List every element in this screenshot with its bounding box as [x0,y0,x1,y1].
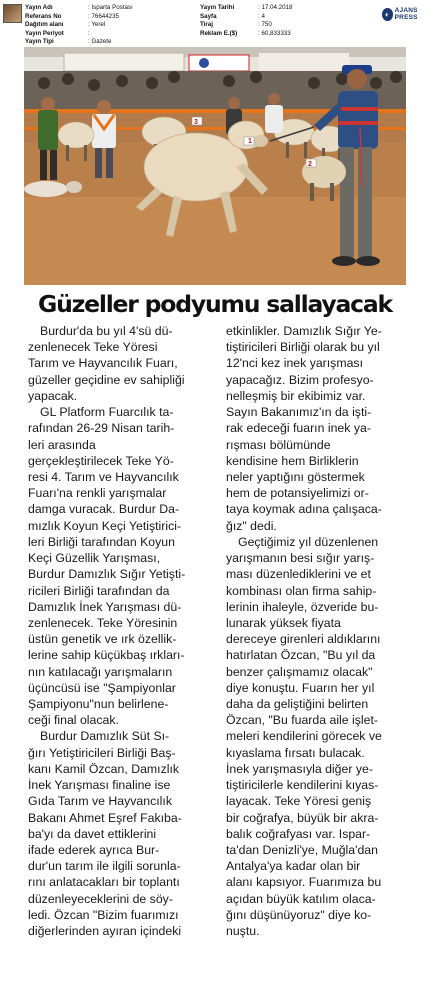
meta-row [200,4,292,13]
meta-value: : 4 [258,12,265,20]
article-line: leri arasında [28,437,96,452]
article-line: rını anlatacakları bir toplantı [28,875,180,890]
article-line: Geçtiğimiz yıl düzenlenen [238,534,379,549]
meta-label: Yayın Tarihi [200,4,235,11]
article-line: hem de potansiyelimizi or- [226,486,369,501]
publication-meta-right [200,4,292,38]
article-line: leri Birliği tarafından Koyun [28,534,175,549]
article-line: Gıda Tarım ve Hayvancılık [28,794,172,809]
article-line: dur'un tarım ile ilgili sorunla- [28,859,181,874]
article-line: ğını düşünüyoruz" diye ko- [226,907,372,922]
article-line: ifade ederek ayrıca Bur- [28,843,160,857]
article-line: İnek yarışmasıyla diğer ye- [226,761,373,776]
meta-label: Tiraj [200,21,213,29]
meta-label: Yayın Periyot [25,29,64,37]
article-line: Tarım ve Hayvancılık Fuarı, [28,356,178,371]
article-line: nuştu. [226,924,260,939]
agency-brand [382,7,434,21]
article-line: ması düzenlediklerini ve et [226,567,371,582]
article-line: yarışmanın besi sığır yarış- [226,551,375,566]
article-line: üçüncüsü ise "Şampiyonlar [28,680,176,695]
meta-row [200,30,292,39]
article-line: Fuarı'na renkli yarışmalar [28,486,167,501]
agency-name: AJANS PRESS [394,7,418,21]
meta-value: : 17.04.2018 [258,4,293,11]
sheep-tag-2: 2 [308,161,312,168]
article-line: resi 4. Tarım ve Hayvancılık [28,469,179,484]
article-line: meleri kendilerini görecek ve [226,729,382,744]
article-line: balık coğrafyası var. Ispar- [226,826,371,841]
article-line: düzenleyeceklerini de söy- [28,891,173,906]
article-line: İnek Yarışması finaline ise [28,778,171,793]
article-line: diğerlerinden ayıran içindeki [28,924,182,939]
clipping-header [0,0,434,46]
article-line: güzeller geçidine ev sahipliği [28,372,185,387]
article-line: ba'yı da davet ettiklerini [28,826,157,841]
meta-value: : Isparta Postası [88,4,133,11]
article-line: rak edeceği fuarın inek ya- [226,421,371,436]
sheep-tag-3: 3 [194,119,198,126]
meta-value: : [88,29,90,37]
article-line: kendisine hem Birliklerin [226,453,359,468]
article-line: kanı Kamil Özcan, Damızlık [28,761,180,776]
article-line: layacak. Teke Yöresi geniş [226,794,372,809]
article-line: GL Platform Fuarcılık ta- [40,405,174,420]
article-line: ta'dan Denizli'ye, Muğla'dan [226,843,378,857]
article-line: lunarak yüksek fiyata [226,615,341,630]
article-line: bir coğrafya, büyük bir akra- [226,810,379,825]
article-line: mızlık Koyun Keçi Yetiştirici- [28,518,182,533]
article-line: Bakanı Ahmet Eşref Fakıba- [28,810,182,825]
article-line: damga vuracak. Burdur Da- [28,502,180,517]
publication-meta-left [25,4,133,47]
meta-row [25,21,133,30]
article-line: lerine sahip küçükbaş ırkları- [28,648,185,663]
meta-row [25,13,133,22]
meta-label: Yayın Adı [25,4,53,11]
article-line: lerinin ihaleyle, özveride bu- [226,599,379,614]
article-column-right [226,323,416,939]
article-photo [24,47,406,285]
article-line: rışması bölümünde [226,437,331,452]
article-line: ledi. Özcan "Bizim fuarımızı [28,907,179,922]
article-line: gerçekleştirilecek Teke Yö- [28,453,174,468]
sheep-show-photo [24,47,406,285]
article-line: Antalya'ya kadar olan bir [226,859,361,874]
sheep-tag-1: 1 [248,138,252,145]
meta-row [200,13,292,22]
article-line: zenlenecek. Teke Yöresinin [28,615,178,630]
meta-value: : 76644235 [88,12,119,20]
meta-label: Sayfa [200,12,217,20]
article-line: nın katılacağı yarışmaların [28,664,173,679]
article-line: açıdan büyük katılım olaca- [226,891,376,906]
article-line: ceği final olacak. [28,713,119,728]
article-line: kıyaslama fırsatı bulacak. [226,745,365,760]
article-line: diye konuştu. Fuarın her yıl [226,680,375,695]
meta-label: Referans No [25,12,62,20]
meta-value: : Gazete [88,38,112,46]
article-line: üstün genetik ve ırk özellik- [28,632,177,647]
article-line: Keçi Güzellik Yarışması, [28,551,161,566]
meta-value: : 60,833333 [258,29,291,37]
article-headline: Güzeller podyumu sallayacak [38,290,392,318]
meta-value: : Yerel [88,21,106,29]
article-line: ricileri Birliği tarafından da [28,583,170,598]
article-line: Damızlık İnek Yarışması dü- [28,599,182,614]
meta-row [25,38,133,47]
article-line: tiştiricileri Birliği olarak bu yıl [226,340,380,355]
article-line: tiştiricilerle kendilerini kıyas- [226,778,379,793]
newspaper-logo-icon [3,4,22,23]
meta-row [200,21,292,30]
article-line: neler yaptığını göstermek [226,469,365,484]
meta-label: Reklam E.($) [200,29,238,37]
article-line: nelleşmiş bir ekibimiz var. [226,388,366,403]
article-line: yapacak. [28,388,78,403]
article-line: dereceye girenleri aldıklarını [226,632,381,647]
article-line: alanı kapsıyor. Fuarımıza bu [226,875,382,890]
article-line: etkinlikler. Damızlık Sığır Ye- [226,324,382,338]
article-line: 12'nci kez inek yarışması [226,356,363,371]
article-line: Özcan, "Bu fuarda aile işlet- [226,713,378,728]
article-line: Burdur'da bu yıl 4'sü dü- [40,324,173,338]
agency-logo-icon: ◐ [382,8,393,21]
article-line: hatırlatan Özcan, "Bu yıl da [226,648,376,663]
article-line: Sayın Bakanımız'ın da işti- [226,405,372,420]
article-line: Şampiyonu"nun belirlene- [28,697,169,712]
article-line: benzer çalışmamız olacak" [226,664,373,679]
article-line: zenlenecek Teke Yöresi [28,340,158,355]
article-line: ğız" dedi. [226,518,277,533]
meta-label: Dağıtım alanı [25,21,64,29]
meta-row [25,30,133,39]
article-column-left [28,323,218,939]
article-line: rafından 26-29 Nisan tarih- [28,421,175,436]
article-line: ğırı Yetiştiricileri Birliği Baş- [28,745,176,760]
article-line: taya koymak adına çalışaca- [226,502,382,517]
article-line: daha da geliştiğini belirten [226,697,369,712]
article-line: Burdur Damızlık Süt Sı- [40,729,170,744]
article-line: yapacağız. Bizim profesyo- [226,372,374,387]
meta-row [25,4,133,13]
article-line: Burdur Damızlık Sığır Yetişti- [28,567,186,582]
meta-label: Yayın Tipi [25,38,54,46]
article-line: kombinası olan firma sahip- [226,583,377,598]
meta-value: : 750 [258,21,272,29]
